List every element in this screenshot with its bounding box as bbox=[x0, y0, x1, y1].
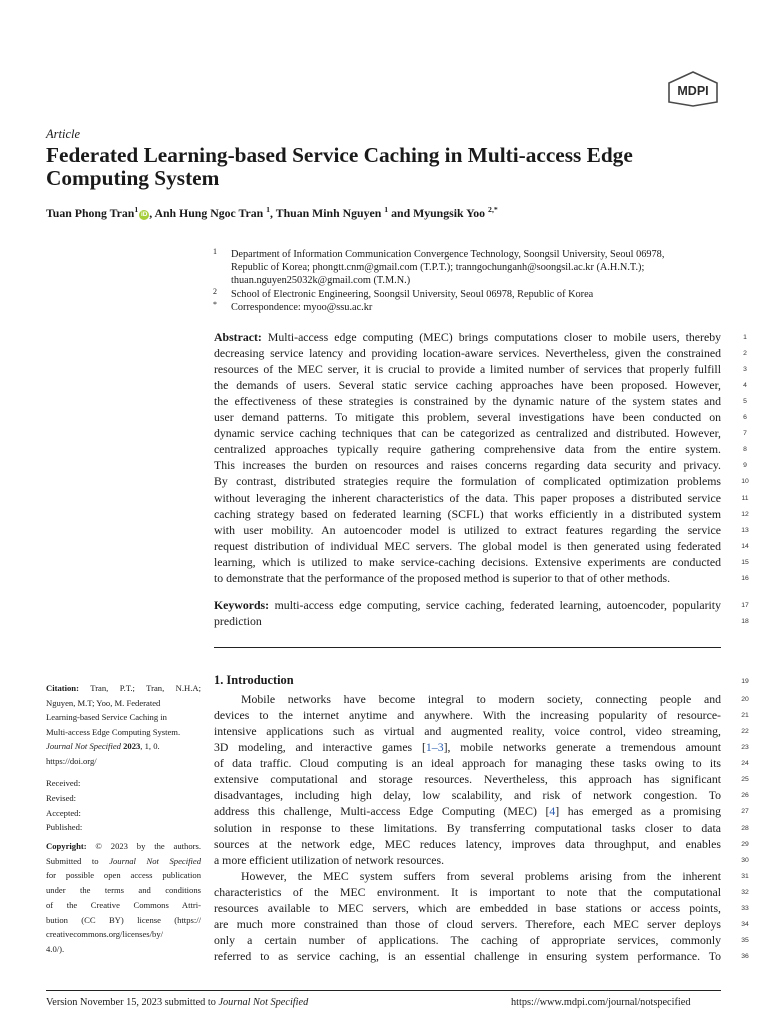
author-separator: and bbox=[388, 205, 414, 220]
abstract-line: caching strategy based on federated learning (SCFL) that works efficiently in a distributed system bbox=[214, 506, 721, 521]
keywords-text: multi-access edge computing, service caching, federated learning, autoencoder, popularity bbox=[269, 598, 721, 612]
affiliation-mark: 1 bbox=[213, 247, 217, 256]
line-number: 9 bbox=[743, 462, 747, 470]
abstract-line: to demonstrate that the performance of the proposed method is superior to that of other methods. bbox=[214, 570, 671, 585]
copyright-journal: Journal Not Specified bbox=[109, 855, 201, 866]
affiliation-line: thuan.nguyen25032k@gmail.com (T.M.N.) bbox=[231, 275, 411, 286]
copyright-text: © 2023 by the authors. bbox=[86, 841, 201, 851]
line-number: 16 bbox=[741, 574, 749, 582]
line-number: 8 bbox=[743, 446, 747, 454]
keywords-label: Keywords: bbox=[214, 598, 270, 612]
correspondence-line: Correspondence: myoo@ssu.ac.kr bbox=[231, 302, 373, 313]
citation-text: Learning-based Service Caching in bbox=[46, 712, 167, 723]
line-number: 30 bbox=[741, 856, 749, 864]
body-line: resources available to MEC servers, which are embedded in base stations or access points, bbox=[214, 900, 721, 915]
body-line: However, the MEC system suffers from several problems arising from the inherent bbox=[241, 868, 721, 883]
correspondence bbox=[213, 298, 723, 312]
abstract-line: resources of the MEC server, it is crucial to provide a limited number of services that properly fulfill bbox=[214, 362, 721, 377]
body-line: only a certain number of applications. The caching of appropriate services, commonly bbox=[214, 933, 721, 948]
copyright-text: of the Creative Commons Attri- bbox=[46, 899, 201, 910]
line-number: 3 bbox=[743, 366, 747, 374]
body-line: devices to the internet anytime and anywhere. With the increasing popularity of resource- bbox=[214, 708, 721, 723]
footer-version bbox=[46, 997, 308, 1008]
footer-journal-url[interactable]: https://www.mdpi.com/journal/notspecified bbox=[511, 997, 691, 1008]
license-link[interactable]: bution (CC BY) license (https:// bbox=[46, 914, 201, 925]
author-separator: , bbox=[270, 205, 276, 220]
abstract-line: the effectiveness of these strategies is constrained by the dynamic nature of the system states and bbox=[214, 394, 721, 409]
citation-year: 2023 bbox=[123, 741, 141, 752]
abstract-line: request distribution of individual MEC servers. The global model is then generated using federated bbox=[214, 538, 721, 553]
body-line: are much more constrained than those of cloud servers. Therefore, each MEC server deploys bbox=[214, 916, 721, 931]
citation-volume: , 1, 0. bbox=[140, 741, 160, 752]
line-number: 33 bbox=[741, 904, 749, 912]
affiliation-line: Republic of Korea; phongtt.cnm@gmail.com (T.P.T.); tranngochunganh@soongsil.ac.kr (A.H.N.T.); bbox=[231, 262, 645, 273]
line-number: 35 bbox=[741, 937, 749, 945]
abstract-line: the demands of users. Several static service caching approaches have been proposed. However, bbox=[214, 378, 721, 393]
line-number: 29 bbox=[741, 840, 749, 848]
citation-block bbox=[46, 681, 201, 769]
keywords-line bbox=[214, 598, 721, 613]
body-line: of data traffic. Cloud computing is an ideal approach for managing these tasks owing to its bbox=[214, 756, 721, 771]
affiliation-1 bbox=[213, 245, 723, 287]
citation-text: Multi-access Edge Computing System. bbox=[46, 726, 181, 737]
line-number: 32 bbox=[741, 888, 749, 896]
line-number: 28 bbox=[741, 824, 749, 832]
author-name: Tuan Phong Tran bbox=[46, 205, 135, 220]
received-date: Received: bbox=[46, 778, 81, 788]
body-line: solution in response to these limitations. By transferring computational tasks closer to data bbox=[214, 820, 721, 835]
line-number: 7 bbox=[743, 430, 747, 438]
line-number: 20 bbox=[741, 696, 749, 703]
line-number: 26 bbox=[741, 792, 749, 800]
author-list bbox=[46, 205, 726, 221]
author-name: Thuan Minh Nguyen bbox=[275, 205, 382, 220]
line-number: 36 bbox=[741, 953, 749, 961]
published-date: Published: bbox=[46, 822, 83, 833]
affiliation-mark: * bbox=[213, 300, 217, 309]
citation-link[interactable]: 1–3 bbox=[425, 740, 444, 755]
line-number: 31 bbox=[741, 872, 749, 880]
affiliation-line: Department of Information Communication Convergence Technology, Soongsil University, Seoul 06978, bbox=[231, 249, 665, 260]
abstract-line bbox=[214, 330, 721, 345]
line-number: 5 bbox=[743, 398, 747, 406]
line-number: 18 bbox=[741, 618, 749, 625]
footer-divider bbox=[46, 990, 721, 991]
article-type: Article bbox=[46, 127, 81, 141]
abstract-text: Multi-access edge computing (MEC) brings computations closer to mobile users, thereby bbox=[261, 330, 721, 344]
body-line: extensive computational and storage resources. Nevertheless, this approach has significant bbox=[214, 772, 721, 787]
line-number: 21 bbox=[741, 712, 749, 720]
author-name: Myungsik Yoo bbox=[413, 205, 486, 220]
line-number: 34 bbox=[741, 920, 749, 928]
doi-link[interactable]: https://doi.org/ bbox=[46, 755, 97, 766]
mdpi-logo-text: MDPI bbox=[677, 84, 709, 98]
body-line: sources at the network edge, MEC reduces latency, improves data throughput, and enables bbox=[214, 836, 721, 851]
line-number: 17 bbox=[741, 602, 749, 609]
copyright-text: under the terms and conditions bbox=[46, 885, 201, 896]
copyright-text: Submitted to bbox=[46, 855, 110, 866]
orcid-icon[interactable]: iD bbox=[140, 210, 148, 218]
line-number: 19 bbox=[741, 678, 749, 685]
line-number: 24 bbox=[741, 760, 749, 768]
citation-text: Tran, P.T.; Tran, N.H.A; bbox=[78, 683, 201, 693]
author-affiliation-mark: 1 bbox=[134, 205, 139, 214]
abstract-line: decreasing service latency and providing location-aware services. Nevertheless, given the constrained bbox=[214, 346, 721, 361]
line-number: 14 bbox=[741, 542, 749, 550]
line-number: 4 bbox=[743, 382, 747, 390]
line-number: 10 bbox=[741, 478, 749, 486]
author-affiliation-mark: 1 bbox=[384, 205, 389, 214]
line-number: 1 bbox=[743, 334, 747, 341]
line-number: 13 bbox=[741, 526, 749, 534]
citation-label: Citation: bbox=[46, 683, 79, 693]
line-number: 6 bbox=[743, 414, 747, 422]
abstract-line: centralized approaches typically require gathering comprehensive data from the entire system. bbox=[214, 442, 721, 457]
abstract-line: This increases the burden on resources and raises concerns regarding data security and privacy. bbox=[214, 458, 721, 473]
line-number: 22 bbox=[741, 728, 749, 736]
line-number: 12 bbox=[741, 510, 749, 518]
line-number: 11 bbox=[741, 494, 749, 502]
license-link[interactable]: creativecommons.org/licenses/by/ bbox=[46, 929, 164, 940]
body-line: characteristics of the MEC environment. It is important to note that the computational bbox=[214, 884, 721, 899]
copyright-label: Copyright: bbox=[46, 841, 87, 851]
divider bbox=[214, 647, 721, 648]
footer-journal: Journal Not Specified bbox=[218, 997, 309, 1008]
dates-block bbox=[46, 776, 201, 835]
mdpi-logo bbox=[667, 71, 719, 107]
citation-journal: Journal Not Specified bbox=[46, 741, 121, 752]
keywords-line: prediction bbox=[214, 614, 262, 628]
abstract-line: By contrast, distributed strategies require the formulation of complicated optimization problems bbox=[214, 474, 721, 489]
accepted-date: Accepted: bbox=[46, 807, 81, 818]
body-line: intensive applications such as virtual and augmented reality, voice control, video streaming, bbox=[214, 724, 721, 739]
copyright-text: for possible open access publication bbox=[46, 870, 201, 881]
citation-link[interactable]: 4 bbox=[549, 804, 556, 819]
affiliation-2 bbox=[213, 285, 723, 299]
abstract-line: without leveraging the inherent characteristics of the data. This paper proposes a distributed service bbox=[214, 490, 721, 505]
line-number: 23 bbox=[741, 744, 749, 752]
affiliation-mark: 2 bbox=[213, 287, 217, 296]
line-number: 15 bbox=[741, 558, 749, 566]
citation-text: Nguyen, M.T; Yoo, M. Federated bbox=[46, 697, 161, 708]
line-number: 27 bbox=[741, 808, 749, 816]
body-line: address this challenge, Multi-access Edge Computing (MEC) [4] has emerged as a promising bbox=[214, 804, 721, 819]
author-affiliation-mark: 1 bbox=[266, 205, 271, 214]
author-name: Anh Hung Ngoc Tran bbox=[154, 205, 264, 220]
body-line: referred to as service caching, is an essential challenge in ensuring system performance. To bbox=[214, 949, 721, 964]
author-separator: , bbox=[149, 205, 155, 220]
paper-title: Federated Learning-based Service Caching in Multi-access Edge Computing System bbox=[46, 143, 633, 190]
body-line: Mobile networks have become integral to modern society, connecting people and bbox=[241, 692, 721, 706]
section-heading: 1. Introduction bbox=[214, 673, 294, 687]
abstract-label: Abstract: bbox=[214, 330, 262, 344]
body-line: 3D modeling, and interactive games [1–3], mobile networks generate a tremendous amount bbox=[214, 740, 721, 755]
revised-date: Revised: bbox=[46, 792, 77, 803]
author-affiliation-mark: 2,* bbox=[488, 205, 498, 214]
body-line: a more efficient utilization of network resources. bbox=[214, 852, 445, 867]
body-line: disadvantages, including high delay, low scalability, and risk of network congestion. To bbox=[214, 788, 721, 803]
line-number: 25 bbox=[741, 776, 749, 784]
copyright-block bbox=[46, 839, 201, 957]
abstract-line: learning, which is utilized to make service-caching decisions. Extensive experiments are conducted bbox=[214, 554, 721, 569]
abstract-line: dynamic service caching techniques that can be categorized as centralized and distributed. However, bbox=[214, 426, 721, 441]
abstract-line: with user mobility. An autoencoder model is utilized to extract features regarding the service bbox=[214, 522, 721, 537]
footer-version-text: Version November 15, 2023 submitted to bbox=[46, 997, 219, 1008]
line-number: 2 bbox=[743, 350, 747, 358]
abstract-line: user demand patterns. To mitigate this problem, several investigations have been conducted on bbox=[214, 410, 721, 425]
license-link[interactable]: 4.0/). bbox=[46, 943, 65, 954]
affiliation-line: School of Electronic Engineering, Soongsil University, Seoul 06978, Republic of Korea bbox=[231, 289, 594, 300]
